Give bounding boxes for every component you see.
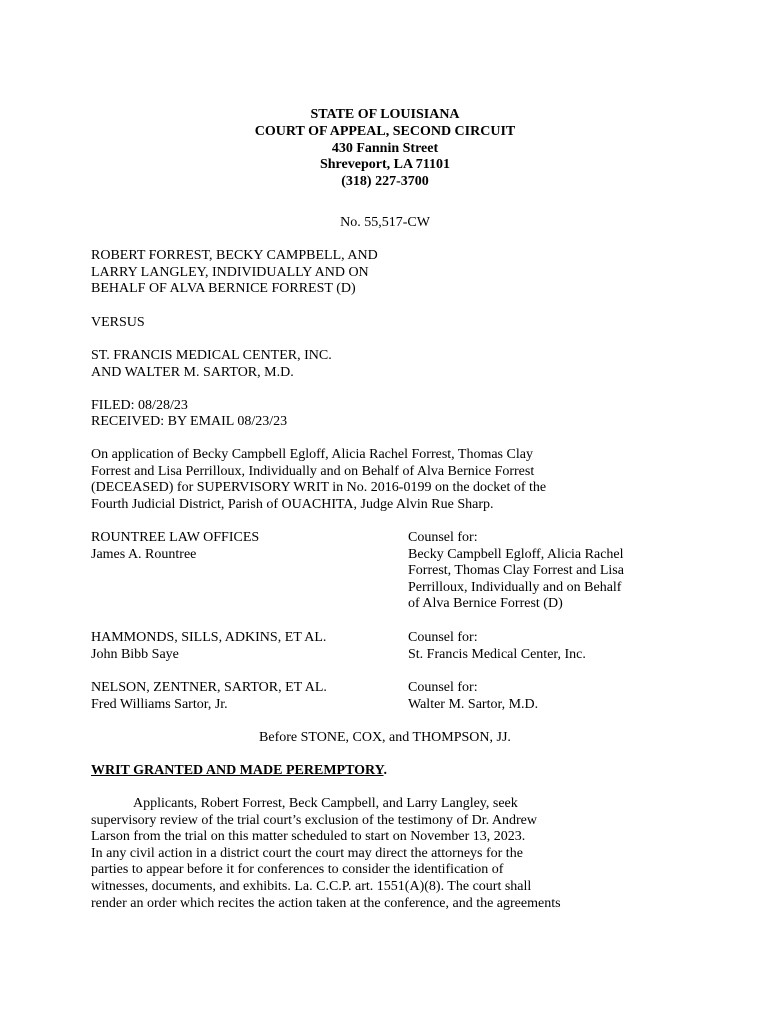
plaintiffs-caption: ROBERT FORREST, BECKY CAMPBELL, AND LARRY LANGLEY, INDIVIDUALLY AND ON BEHALF OF ALVA BERNICE FORREST (D): [91, 248, 378, 297]
opinion-line: Larson from the trial on this matter scheduled to start on November 13, 2023.: [91, 829, 526, 845]
ruling-heading: [91, 763, 387, 780]
versus-label: VERSUS: [91, 315, 145, 330]
counsel-firm-2: HAMMONDS, SILLS, ADKINS, ET AL. John Bibb Saye: [91, 630, 327, 662]
opinion-line: parties to appear before it for conferences to consider the identification of: [91, 862, 504, 878]
received-date: RECEIVED: BY EMAIL 08/23/23: [91, 414, 288, 429]
counsel-for-2: Counsel for: St. Francis Medical Center, Inc.: [408, 630, 586, 662]
counsel-firm-3: NELSON, ZENTNER, SARTOR, ET AL. Fred Williams Sartor, Jr.: [91, 680, 327, 712]
opinion-line: Applicants, Robert Forrest, Beck Campbell, and Larry Langley, seek: [91, 796, 518, 811]
opinion-body: [91, 796, 691, 912]
counsel-for-3: Counsel for: Walter M. Sartor, M.D.: [408, 680, 539, 712]
opinion-line: In any civil action in a district court the court may direct the attorneys for the: [91, 845, 523, 861]
court-header-court: COURT OF APPEAL, SECOND CIRCUIT: [254, 124, 516, 139]
court-header-phone: (318) 227-3700: [341, 174, 429, 189]
court-header-state: STATE OF LOUISIANA: [310, 107, 460, 122]
counsel-for-1: Counsel for: Becky Campbell Egloff, Alicia Rachel Forrest, Thomas Clay Forrest and Lisa Perrilloux, Individually and on Behalf of Alva Bernice Forrest (D): [408, 530, 624, 612]
opinion-line: render an order which recites the action taken at the conference, and the agreements: [91, 895, 561, 911]
court-header-city: Shreveport, LA 71101: [319, 157, 451, 172]
application-paragraph: On application of Becky Campbell Egloff, Alicia Rachel Forrest, Thomas Clay Forrest and Lisa Perrilloux, Individually and on Behalf of Alva Bernice Forrest (DECEASED) for SUPERVISORY WRIT in No. 2016-0199 on the docket of the Fourth Judicial District, Parish of OUACHITA, Judge Alvin Rue Sharp.: [91, 447, 547, 512]
counsel-firm-1: ROUNTREE LAW OFFICES James A. Rountree: [91, 530, 260, 562]
court-header-street: 430 Fannin Street: [331, 141, 439, 156]
ruling-period: .: [383, 763, 388, 778]
ruling-text: WRIT GRANTED AND MADE PEREMPTORY: [91, 763, 384, 778]
opinion-line: witnesses, documents, and exhibits. La. C.C.P. art. 1551(A)(8). The court shall: [91, 878, 532, 894]
filed-date: FILED: 08/28/23: [91, 398, 188, 413]
defendants-caption: ST. FRANCIS MEDICAL CENTER, INC. AND WALTER M. SARTOR, M.D.: [91, 348, 332, 380]
opinion-line: supervisory review of the trial court’s exclusion of the testimony of Dr. Andrew: [91, 812, 537, 828]
docket-number: No. 55,517-CW: [340, 215, 430, 230]
panel-judges: Before STONE, COX, and THOMPSON, JJ.: [259, 730, 511, 745]
